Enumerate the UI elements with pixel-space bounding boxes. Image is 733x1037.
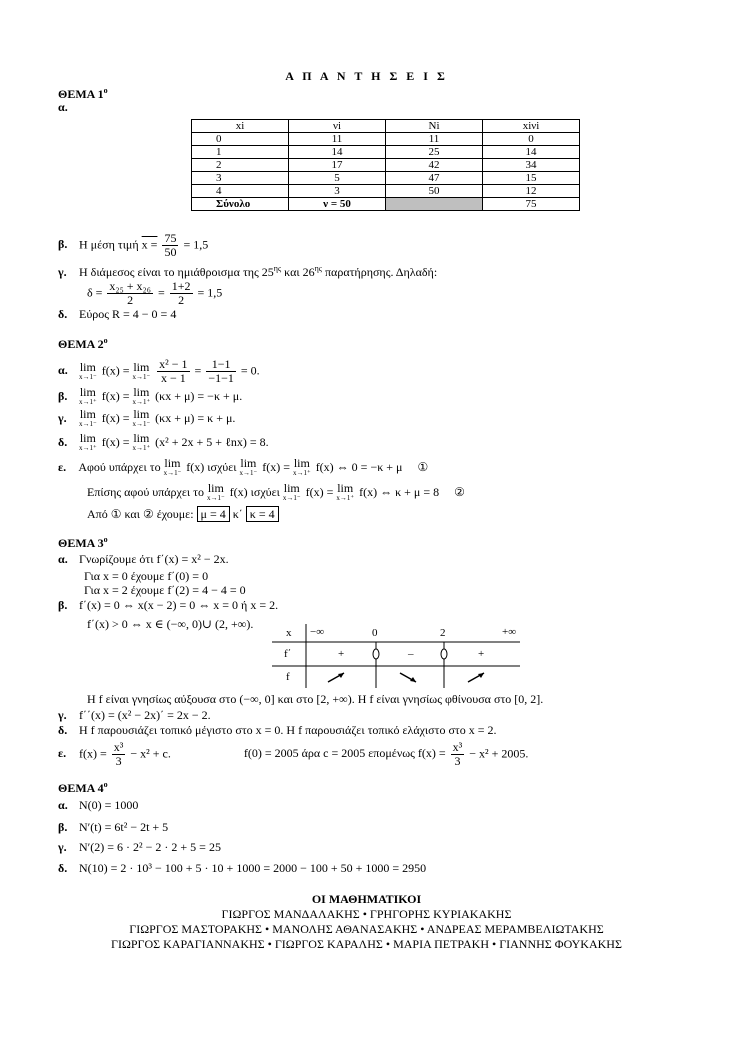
table-cell: 4	[192, 185, 289, 198]
boxed-kappa: κ = 4	[246, 506, 279, 522]
lim-sub: x→1⁺	[132, 444, 151, 452]
mean-den: 50	[164, 245, 177, 259]
frac-den: 3	[454, 754, 461, 768]
section-4-title: ΘΕΜΑ 4	[58, 781, 104, 795]
limit-result: = 0.	[240, 363, 260, 378]
answer-4d	[58, 862, 426, 876]
lim-text: lim	[79, 359, 96, 374]
mean-num: 75	[164, 231, 177, 245]
frac-num: x³	[452, 740, 463, 754]
footer-line-1: ΓΙΩΡΓΟΣ ΜΑΝΔΑΛΑΚΗΣ • ΓΡΗΓΟΡΗΣ ΚΥΡΙΑΚΑΚΗΣ	[221, 907, 512, 921]
text: f(x) ισχύει	[186, 459, 237, 474]
boxed-mu: μ = 4	[197, 506, 230, 522]
answer-2b	[58, 387, 242, 407]
answer-2e-line1	[58, 458, 428, 478]
answer-3d	[58, 724, 497, 738]
limit-symbol	[207, 483, 225, 503]
text: f΄΄(x) = (x² − 2x)΄ = 2x − 2.	[79, 708, 211, 722]
mean-var: x =	[141, 237, 158, 252]
label-1b: β.	[58, 237, 68, 252]
table-row	[192, 159, 580, 172]
lim-text: lim	[283, 481, 300, 495]
sign-minus-inf: −∞	[310, 626, 325, 638]
lim-sub: x→1⁻	[163, 469, 182, 477]
median-text2: και 26	[284, 265, 315, 279]
frac-den: x − 1	[160, 371, 186, 385]
answer-3g	[58, 709, 211, 723]
page-title: Α Π Α Ν Τ Η Σ Ε Ι Σ	[285, 69, 448, 83]
lim-text: lim	[133, 407, 150, 421]
text: f(0) = 2005 άρα c = 2005 επομένως f(x) =	[243, 746, 446, 761]
table-cell: 11	[289, 133, 386, 146]
frac-den: −1−1	[208, 371, 234, 385]
median-sup2: ης	[314, 264, 322, 273]
section-2-title: ΘΕΜΑ 2	[58, 337, 104, 351]
sign-plus-2: +	[478, 648, 485, 660]
label-1g: γ.	[58, 265, 67, 279]
text: N′(2) = 6 · 2² − 2 · 2 + 5 = 25	[79, 840, 221, 854]
table-cell: 47	[386, 172, 483, 185]
table-row	[192, 146, 580, 159]
table-cell: 50	[386, 185, 483, 198]
label-1a: α.	[58, 100, 68, 114]
sign-f-label: f	[286, 671, 290, 683]
lim-sub: x→1⁻	[282, 494, 301, 502]
range-text: Εύρος R = 4 − 0 = 4	[79, 307, 177, 321]
table-cell: 12	[483, 185, 580, 198]
table-header: xiνi	[483, 120, 580, 133]
lim-text: lim	[133, 431, 150, 445]
limit-fx: f(x) =	[101, 410, 130, 425]
table-cell: 42	[386, 159, 483, 172]
text: Αφού υπάρχει το	[78, 459, 161, 474]
lim-text: lim	[207, 481, 224, 495]
mean-result: = 1,5	[183, 237, 209, 252]
limit-fx: f(x) =	[101, 363, 130, 378]
answer-3a-l2: Για x = 0 έχουμε f΄(0) = 0	[84, 569, 209, 583]
lim-sub: x→1⁺	[79, 398, 97, 406]
answer-2e-line3	[87, 508, 279, 522]
text: Επίσης αφού υπάρχει το	[87, 484, 204, 499]
limit-fraction-2	[206, 358, 236, 385]
sign-minus: –	[408, 648, 414, 660]
answer-3a-l3: Για x = 2 έχουμε f΄(2) = 4 − 4 = 0	[84, 583, 246, 597]
limit-fraction-1	[157, 358, 189, 385]
table-cell: 1	[192, 146, 289, 159]
sign-table	[272, 624, 520, 688]
table-total-n: ν = 50	[289, 198, 386, 211]
lim-sub: x→1⁻	[132, 372, 151, 381]
table-cell: 0	[192, 133, 289, 146]
table-cell: 5	[289, 172, 386, 185]
answer-2g	[58, 409, 235, 429]
median-den1: 2	[127, 293, 134, 307]
answer-2d	[58, 433, 269, 453]
lim-text: lim	[133, 385, 150, 399]
limit-fx: f(x) =	[101, 388, 130, 403]
table-header: xi	[192, 120, 289, 133]
limit-symbol	[240, 458, 258, 478]
text: Γνωρίζουμε ότι f΄(x) = x² − 2x.	[79, 552, 229, 566]
lim-text: lim	[79, 431, 96, 445]
answer-1d	[58, 308, 176, 322]
lim-sub: x→1⁻	[79, 372, 97, 381]
table-row	[192, 185, 580, 198]
median-den2: 2	[178, 293, 185, 307]
text: f(x) =	[262, 459, 290, 474]
section-2-heading	[58, 336, 108, 352]
table-total-row	[192, 198, 580, 211]
label-4g: γ.	[58, 840, 67, 854]
limit-fx: f(x) =	[101, 434, 130, 449]
label-3a: α.	[58, 552, 68, 566]
answer-3b	[58, 599, 278, 613]
text: N′(t) = 6t² − 2t + 5	[79, 820, 169, 834]
median-num2: 1+2	[171, 279, 191, 293]
median-fraction-1	[107, 280, 153, 307]
limit-symbol	[79, 409, 97, 429]
limit-symbol	[293, 458, 311, 478]
frequency-table	[191, 119, 580, 211]
limit-symbol	[283, 483, 301, 503]
section-3-sup: ο	[103, 535, 108, 544]
table-header: νi	[289, 120, 386, 133]
label-3b: β.	[58, 598, 68, 612]
frac-num: 1−1	[206, 358, 236, 372]
label-1d: δ.	[58, 307, 68, 321]
median-result: = 1,5	[197, 285, 223, 300]
footer-heading: ΟΙ ΜΑΘΗΜΑΤΙΚΟΙ	[311, 892, 422, 906]
mean-fraction	[162, 232, 178, 259]
label-2g: γ.	[58, 410, 67, 425]
label-4b: β.	[58, 820, 68, 834]
section-4-sup: ο	[103, 780, 108, 789]
table-cell: 34	[483, 159, 580, 172]
text: f(x) ⇔ κ + μ = 8	[359, 484, 440, 499]
eq: =	[194, 363, 202, 378]
text: f(x) ⇔ 0 = −κ + μ	[315, 459, 403, 474]
answer-4b	[58, 821, 168, 835]
sign-plus-1: +	[338, 648, 345, 660]
limit-symbol	[132, 359, 151, 382]
label-2a: α.	[58, 363, 68, 378]
text: N(0) = 1000	[79, 798, 139, 812]
table-cell: 25	[386, 146, 483, 159]
label-4d: δ.	[58, 861, 68, 875]
table-cell: 17	[289, 159, 386, 172]
table-cell: 11	[386, 133, 483, 146]
lim-sub: x→1⁺	[292, 469, 311, 477]
lim-text: lim	[337, 481, 354, 495]
lim-text: lim	[79, 407, 96, 421]
label-2e: ε.	[58, 459, 67, 474]
limit-symbol	[79, 433, 97, 453]
table-cell: 3	[192, 172, 289, 185]
table-cell: 2	[192, 159, 289, 172]
circle-2: ②	[454, 484, 465, 499]
label-3d: δ.	[58, 723, 68, 737]
text: f(x) =	[79, 746, 107, 761]
sign-x-label: x	[286, 627, 292, 639]
answer-3e	[58, 741, 528, 768]
limit-symbol	[336, 483, 354, 503]
lim-sub: x→1⁺	[336, 494, 355, 502]
label-3g: γ.	[58, 708, 67, 722]
answer-3b-l2: f΄(x) > 0 ⇔ x ∈ (−∞, 0)∪ (2, +∞).	[87, 617, 254, 631]
lim-sub: x→1⁻	[79, 420, 97, 428]
answer-4g	[58, 841, 221, 855]
table-row	[192, 133, 580, 146]
lim-text: lim	[240, 456, 257, 470]
section-3-title: ΘΕΜΑ 3	[58, 536, 104, 550]
text: κ΄	[232, 507, 243, 521]
lim-text: lim	[79, 385, 96, 399]
label-2b: β.	[58, 388, 68, 403]
table-cell: 14	[289, 146, 386, 159]
frac-num: x² − 1	[159, 357, 188, 371]
median-delta: δ =	[87, 285, 103, 300]
section-1-title: ΘΕΜΑ 1	[58, 87, 104, 101]
mean-text: Η μέση τιμή	[79, 237, 139, 252]
median-text3: παρατήρησης. Δηλαδή:	[324, 265, 438, 279]
label-4a: α.	[58, 798, 68, 812]
lim-sub: x→1⁻	[206, 494, 225, 502]
median-formula	[87, 280, 222, 307]
table-cell: 3	[289, 185, 386, 198]
lim-sub: x→1⁻	[239, 469, 258, 477]
sign-two: 2	[440, 627, 446, 639]
limit-symbol	[132, 387, 150, 407]
label-3e: ε.	[58, 746, 67, 761]
text: Από ① και ② έχουμε:	[87, 507, 194, 521]
text: Η f παρουσιάζει τοπικό μέγιστο στο x = 0. Η f παρουσιάζει τοπικό ελάχιστο στο x = 2.	[79, 723, 497, 737]
answer-2e-line2	[87, 483, 465, 503]
footer-line-3: ΓΙΩΡΓΟΣ ΚΑΡΑΓΙΑΝΝΑΚΗΣ • ΓΙΩΡΓΟΣ ΚΑΡΑΛΗΣ • ΜΑΡΙΑ ΠΕΤΡΑΚΗ • ΓΙΑΝΝΗΣ ΦΟΥΚΑΚΗΣ	[111, 937, 622, 951]
lim-text: lim	[133, 359, 150, 374]
table-shaded-cell	[386, 198, 483, 211]
limit-rest: (κx + μ) = κ + μ.	[155, 410, 236, 425]
limit-symbol	[132, 409, 150, 429]
text: f(x) ισχύει	[229, 484, 280, 499]
table-cell: 15	[483, 172, 580, 185]
table-total-sum: 75	[483, 198, 580, 211]
sign-plus-inf: +∞	[502, 626, 517, 638]
label-2d: δ.	[58, 434, 68, 449]
lim-sub: x→1⁻	[132, 420, 151, 428]
section-1-sup: ο	[103, 86, 108, 95]
answer-1g	[58, 264, 437, 280]
median-fraction-2	[170, 280, 193, 307]
lim-text: lim	[164, 456, 181, 470]
limit-rest: (x² + 2x + 5 + ℓnx) = 8.	[155, 434, 269, 449]
text: − x² + 2005.	[469, 746, 529, 761]
circle-1: ①	[417, 459, 429, 474]
lim-sub: x→1⁺	[132, 398, 151, 406]
limit-symbol	[164, 458, 182, 478]
cube-fraction-2	[451, 741, 465, 768]
table-cell: 14	[483, 146, 580, 159]
sign-fprime-label: f΄	[284, 648, 292, 660]
answer-2a	[58, 358, 260, 385]
cube-fraction	[112, 741, 126, 768]
answer-3a	[58, 553, 229, 567]
section-4-heading	[58, 780, 108, 796]
limit-symbol	[79, 359, 97, 382]
frac-num: x³	[113, 740, 124, 754]
median-eq: =	[157, 285, 165, 300]
table-header-row	[192, 120, 580, 133]
monotonicity-text: Η f είναι γνησίως αύξουσα στο (−∞, 0] και στο [2, +∞). Η f είναι γνησίως φθίνουσα στο [0, 2].	[87, 692, 544, 706]
frac-den: 3	[115, 754, 122, 768]
lim-sub: x→1⁺	[79, 444, 97, 452]
limit-symbol	[79, 387, 97, 407]
median-sup: ης	[273, 264, 282, 273]
section-3-heading	[58, 535, 108, 551]
footer-line-2: ΓΙΩΡΓΟΣ ΜΑΣΤΟΡΑΚΗΣ • ΜΑΝΟΛΗΣ ΑΘΑΝΑΣΑΚΗΣ • ΑΝΔΡΕΑΣ ΜΕΡΑΜΒΕΛΙΩΤΑΚΗΣ	[129, 922, 604, 936]
lim-text: lim	[293, 456, 310, 470]
text: N(10) = 2 · 10³ − 100 + 5 · 10 + 1000 = 2000 − 100 + 50 + 1000 = 2950	[79, 861, 427, 875]
text: f(x) =	[305, 484, 334, 499]
limit-symbol	[132, 433, 150, 453]
median-text: Η διάμεσος είναι το ημιάθροισμα της 25	[79, 265, 274, 279]
sign-zero: 0	[372, 627, 378, 639]
answer-4a	[58, 799, 138, 813]
text: f΄(x) = 0 ⇔ x(x − 2) = 0 ⇔ x = 0 ή x = 2.	[79, 598, 279, 612]
text: − x² + c.	[130, 746, 171, 761]
section-2-sup: ο	[103, 336, 108, 345]
table-header: Ni	[386, 120, 483, 133]
table-total-label: Σύνολο	[192, 198, 289, 211]
table-row	[192, 172, 580, 185]
limit-rest: (κx + μ) = −κ + μ.	[155, 388, 243, 403]
median-num1: x₂₅ + x₂₆	[109, 279, 151, 293]
answer-1b	[58, 232, 208, 259]
table-cell: 0	[483, 133, 580, 146]
